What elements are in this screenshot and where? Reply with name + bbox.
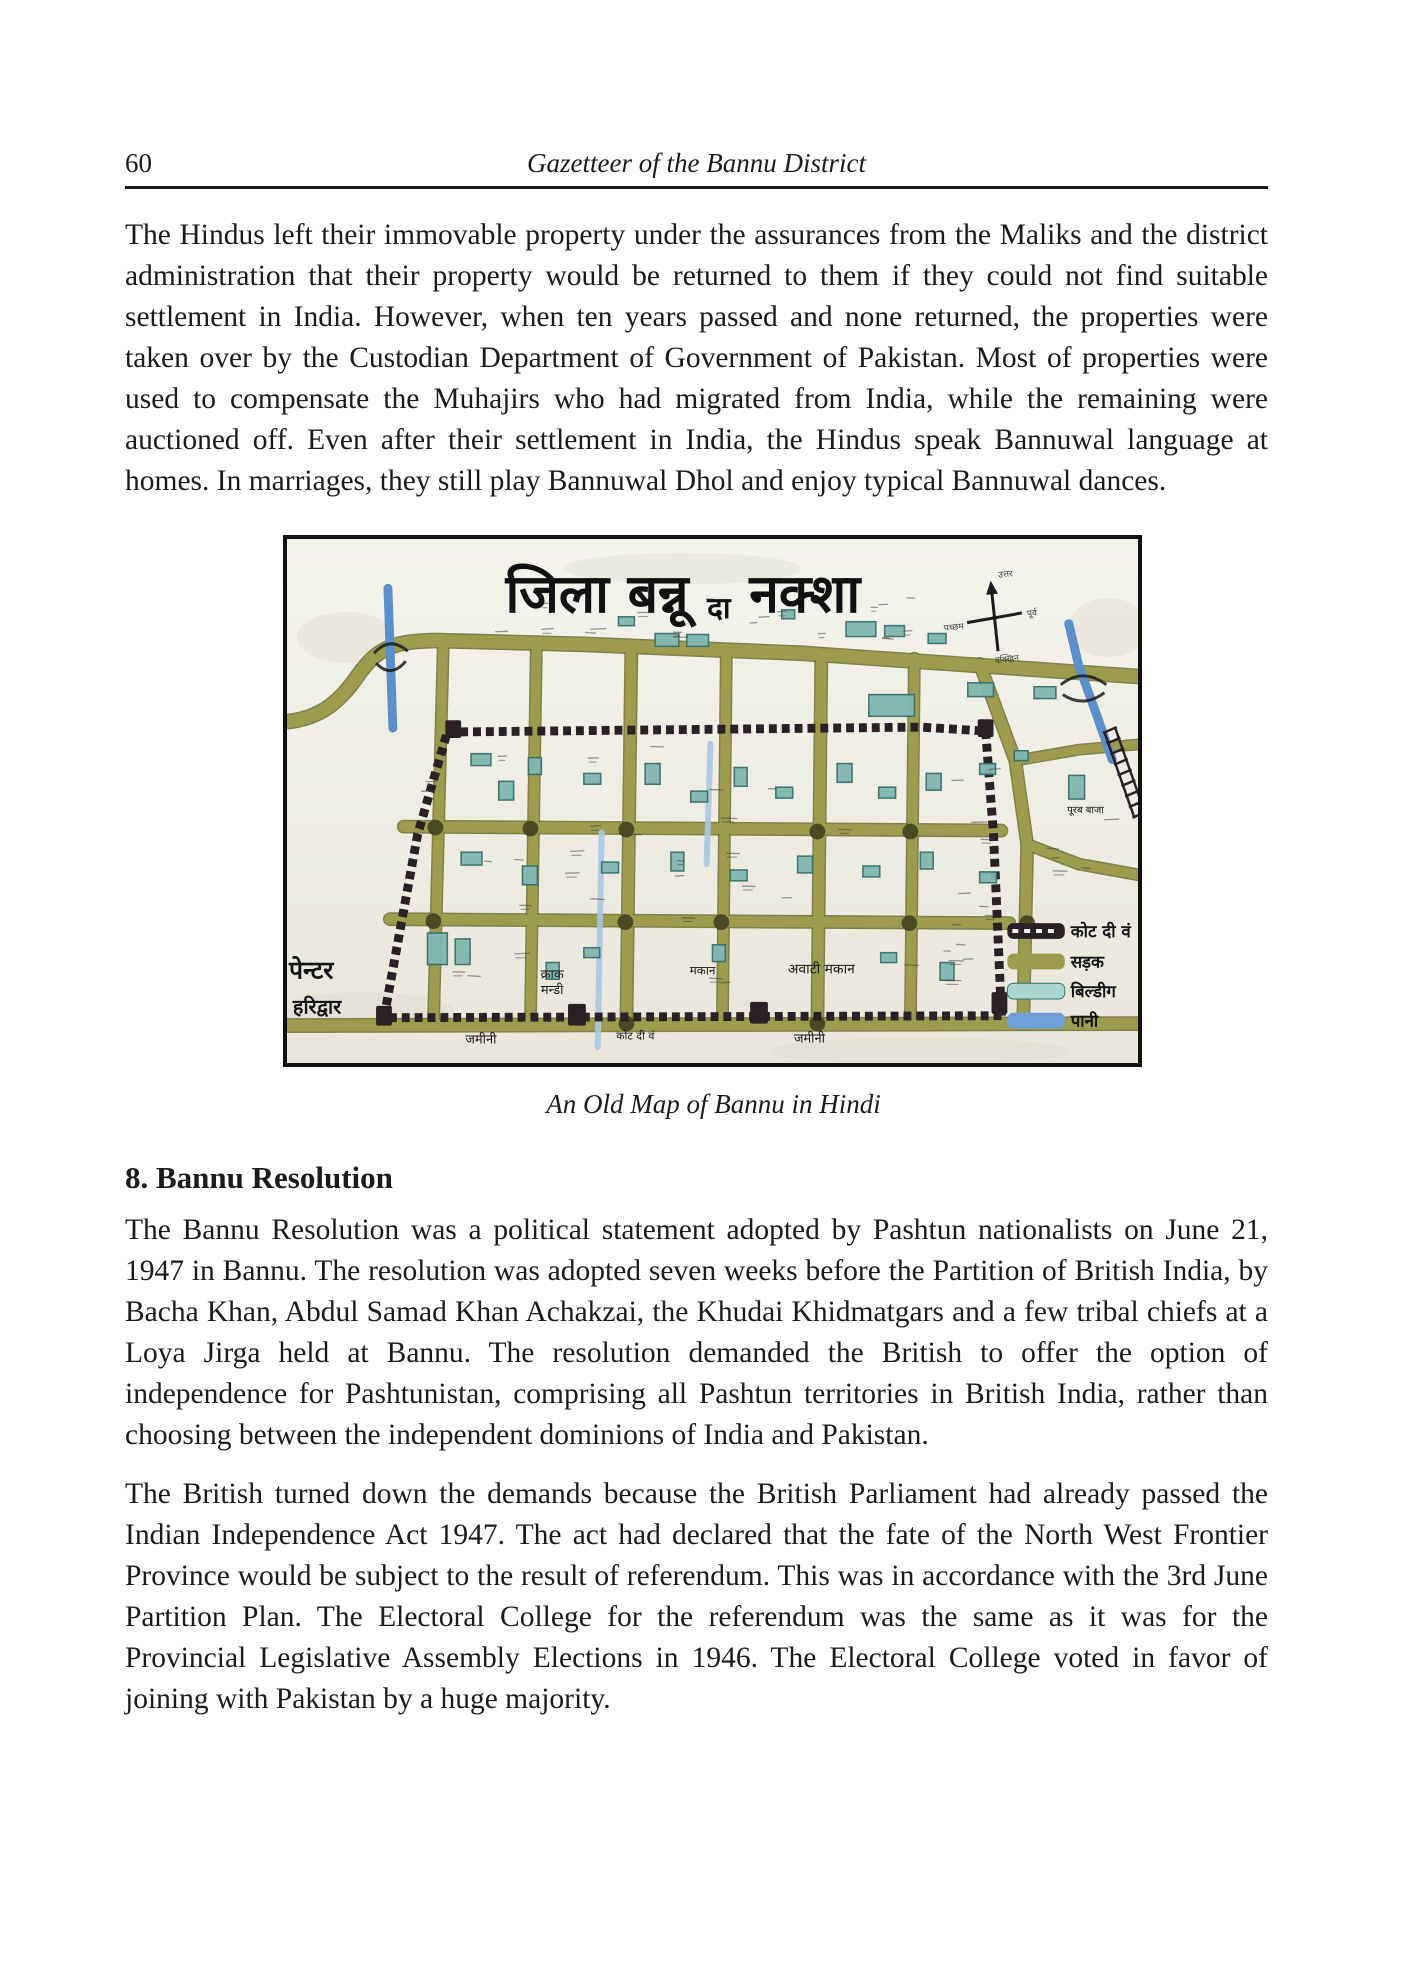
bannu-map-drawing: [287, 539, 1138, 1063]
section-heading: 8. Bannu Resolution: [125, 1160, 393, 1195]
svg-text:कोट दी वं: कोट दी वं: [1070, 920, 1131, 941]
svg-text:जमीनी: जमीनी: [793, 1031, 825, 1047]
svg-text:बिल्डीग: बिल्डीग: [1070, 981, 1116, 1001]
page-header: [125, 146, 1268, 189]
svg-text:उत्तर: उत्तर: [997, 569, 1014, 581]
paragraph-bannu-resolution: The Bannu Resolution was a political statement adopted by Pashtun nationalists on June 21, 1947 in Bannu. The resolution was adopted seven weeks before the Partition of British India, by Bacha Khan, Abdul Samad Khan Achakzai, the Khudai Khidmatgars and a few tribal chiefs at a Loya Jirga held at Bannu. The resolution demanded the British to offer the option of independence for Pashtunistan, comprising all Pashtun territories in British India, rather than choosing between the independent dominions of India and Pakistan.: [125, 1214, 1268, 1451]
map-figure: [125, 535, 1268, 1120]
svg-text:पेन्टर: पेन्टर: [288, 955, 334, 985]
page-number: 60: [125, 148, 152, 178]
svg-text:अवाटी मकान: अवाटी मकान: [787, 961, 855, 978]
svg-text:हरिद्वार: हरिद्वार: [292, 995, 342, 1019]
svg-text:मन्डी: मन्डी: [540, 983, 564, 999]
svg-text:कोट दी वं: कोट दी वं: [616, 1029, 655, 1043]
svg-text:पूर्व: पूर्व: [1026, 608, 1038, 620]
svg-text:सड़क: सड़क: [1070, 951, 1104, 972]
map-image: [283, 535, 1142, 1067]
svg-text:पानी: पानी: [1070, 1010, 1099, 1031]
svg-text:जमीनी: जमीनी: [465, 1032, 497, 1048]
header-title: Gazetteer of the Bannu District: [527, 148, 866, 178]
svg-text:क्राक: क्राक: [540, 967, 564, 983]
svg-text:मकान: मकान: [689, 963, 716, 978]
svg-text:दक्खिन: दक्खिन: [994, 653, 1020, 667]
svg-text:पच्छम: पच्छम: [943, 621, 965, 634]
page-content: [125, 0, 1268, 1720]
map-title: जिला बन्नू दा नक्शा: [505, 563, 861, 625]
paragraph-british-response: The British turned down the demands because the British Parliament had already passed the Indian Independence Act 1947. The act had declared that the fate of the North West Frontier Province would be subject to the result of referendum. This was in accordance with the 3rd June Partition Plan. The Electoral College for the referendum was the same as it was for the Provincial Legislative Assembly Elections in 1946. The Electoral College voted in favor of joining with Pakistan by a huge majority.: [125, 1478, 1268, 1715]
svg-text:पूरब बाजा: पूरब बाजा: [1067, 804, 1104, 816]
paragraph-hindus-property: The Hindus left their immovable property under the assurances from the Maliks and the district administration that their property would be returned to them if they could not find suitable settlement in India. However, when ten years passed and none returned, the properties were taken over by the Custodian Department of Government of Pakistan. Most of properties were used to compensate the Muhajirs who had migrated from India, while the remaining were auctioned off. Even after their settlement in India, the Hindus speak Bannuwal language at homes. In marriages, they still play Bannuwal Dhol and enjoy typical Bannuwal dances.: [125, 219, 1268, 497]
figure-caption: An Old Map of Bannu in Hindi: [546, 1089, 881, 1119]
